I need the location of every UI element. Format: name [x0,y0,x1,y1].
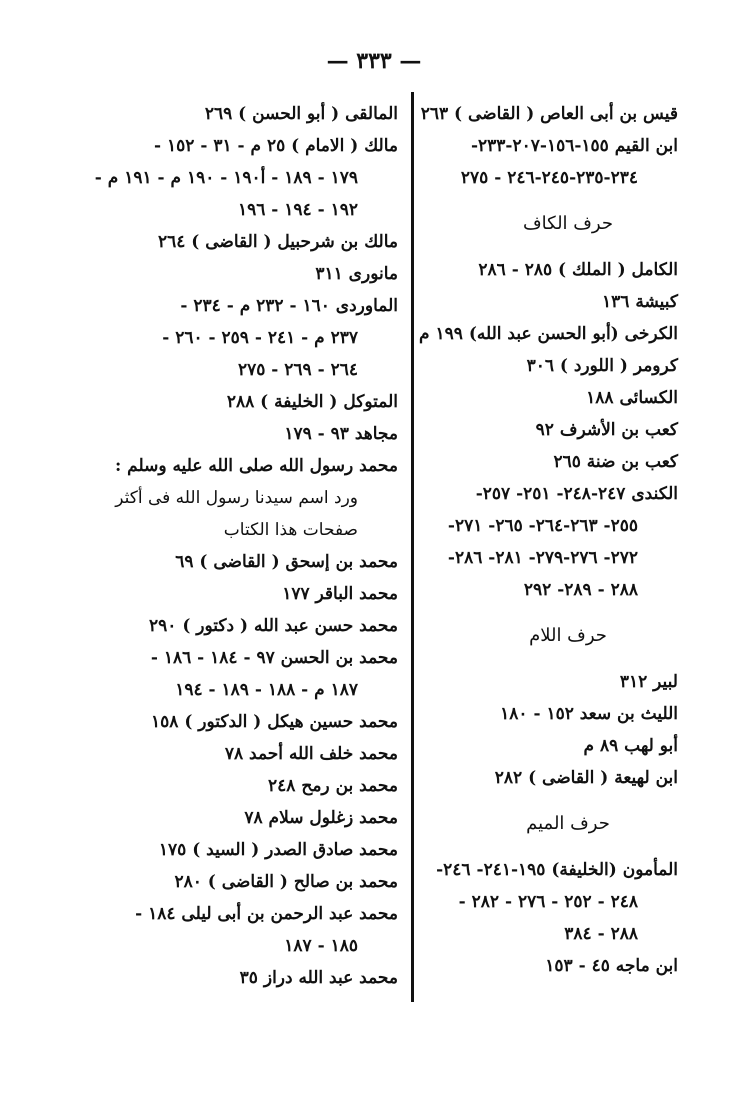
index-entry: الكرخى (أبو الحسن عبد الله) ١٩٩ م [419,324,678,344]
right-column [378,98,678,982]
left-column [78,98,398,994]
index-entry-continued: ١٨٧ م - ١٨٨ - ١٨٩ - ١٩٤ [175,680,358,700]
index-entry: ابن ماجه ٤٥ - ١٥٣ [545,956,678,976]
index-entry-continued: ٢٦٤ - ٢٦٩ - ٢٧٥ [237,360,358,380]
index-entry: أبو لهب ٨٩ م [583,736,678,756]
index-entry-continued: ٢٣٧ م - ٢٤١ - ٢٥٩ - ٢٦٠ - [162,328,358,348]
index-entry: كبيشة ١٣٦ [602,292,678,312]
index-entry-continued: صفحات هذا الكتاب [223,520,358,540]
index-entry: المأمون (الخليفة) ١٩٥-٢٤١- ٢٤٦- [436,860,678,880]
index-entry-continued: ٢٧٢- ٢٧٦-٢٧٩- ٢٨١- ٢٨٦- [447,548,638,568]
index-entry-continued: ٢٣٤-٢٣٥-٢٤٥-٢٤٦ - ٢٧٥ [460,168,638,188]
index-entry: محمد بن الحسن ٩٧ - ١٨٤ - ١٨٦ - [150,648,398,668]
index-entry: الكسائى ١٨٨ [586,388,678,408]
index-entry: المالقى ( أبو الحسن ) ٢٦٩ [204,104,398,124]
index-entry: محمد بن صالح ( القاضى ) ٢٨٠ [174,872,398,892]
index-entry: محمد عبد الرحمن بن أبى ليلى ١٨٤ - [135,904,398,924]
index-entry: كرومر ( اللورد ) ٣٠٦ [526,356,678,376]
index-entry-continued: ٢٨٨ - ٢٨٩- ٢٩٢ [523,580,638,600]
page-number: — ٣٣٣ — [326,48,422,74]
index-entry: ابن لهيعة ( القاضى ) ٢٨٢ [494,768,678,788]
index-entry-continued: ١٩٢ - ١٩٤ - ١٩٦ [237,200,358,220]
index-entry-continued: ٢٨٨ - ٣٨٤ [564,924,638,944]
index-entry: مانورى ٣١١ [315,264,398,284]
index-entry-continued: ١٨٥ - ١٨٧ [284,936,358,956]
index-entry: ابن القيم ١٥٥-١٥٦-٢٠٧-٢٣٣- [470,136,678,156]
index-entry: الكامل ( الملك ) ٢٨٥ - ٢٨٦ [478,260,678,280]
index-entry: لبير ٣١٢ [619,672,678,692]
index-entry: محمد صادق الصدر ( السيد ) ١٧٥ [158,840,398,860]
index-entry: مجاهد ٩٣ - ١٧٩ [284,424,398,444]
section-heading-mim: حرف الميم [526,813,610,834]
index-entry-continued: ١٧٩ - ١٨٩ - أ١٩٠ - ١٩٠ م - ١٩١ م - [94,168,358,188]
index-entry: محمد عبد الله دراز ٣٥ [239,968,398,988]
index-entry: محمد حسن عبد الله ( دكتور ) ٢٩٠ [149,616,398,636]
index-entry-continued: ٢٥٥- ٢٦٣-٢٦٤- ٢٦٥- ٢٧١- [447,516,638,536]
index-entry: محمد بن إسحق ( القاضى ) ٦٩ [175,552,398,572]
section-heading-kaf: حرف الكاف [522,213,613,234]
index-entry: محمد رسول الله صلى الله عليه وسلم : [114,456,398,476]
index-entry: محمد حسين هيكل ( الدكتور ) ١٥٨ [151,712,398,732]
index-entry: كعب بن الأشرف ٩٢ [535,420,678,440]
index-entry: محمد الباقر ١٧٧ [282,584,398,604]
index-entry: قيس بن أبى العاص ( القاضى ) ٢٦٣ [420,104,678,124]
index-entry: محمد بن رمح ٢٤٨ [268,776,398,796]
index-entry: محمد زغلول سلام ٧٨ [244,808,398,828]
index-entry: محمد خلف الله أحمد ٧٨ [224,744,398,764]
index-entry: المتوكل ( الخليفة ) ٢٨٨ [226,392,398,412]
index-entry: الكندى ٢٤٧-٢٤٨- ٢٥١- ٢٥٧- [475,484,678,504]
index-entry: الليث بن سعد ١٥٢ - ١٨٠ [500,704,678,724]
index-entry-continued: ٢٤٨ - ٢٥٢ - ٢٧٦ - ٢٨٢ - [458,892,638,912]
index-entry: الماوردى ١٦٠ - ٢٣٢ م - ٢٣٤ - [180,296,398,316]
index-entry: كعب بن ضنة ٢٦٥ [553,452,678,472]
index-entry-continued: ورد اسم سيدنا رسول الله فى أكثر [115,488,358,508]
index-entry: مالك ( الامام ) ٢٥ م - ٣١ - ١٥٢ - [154,136,398,156]
section-heading-lam: حرف اللام [529,625,607,646]
index-entry: مالك بن شرحبيل ( القاضى ) ٢٦٤ [157,232,398,252]
